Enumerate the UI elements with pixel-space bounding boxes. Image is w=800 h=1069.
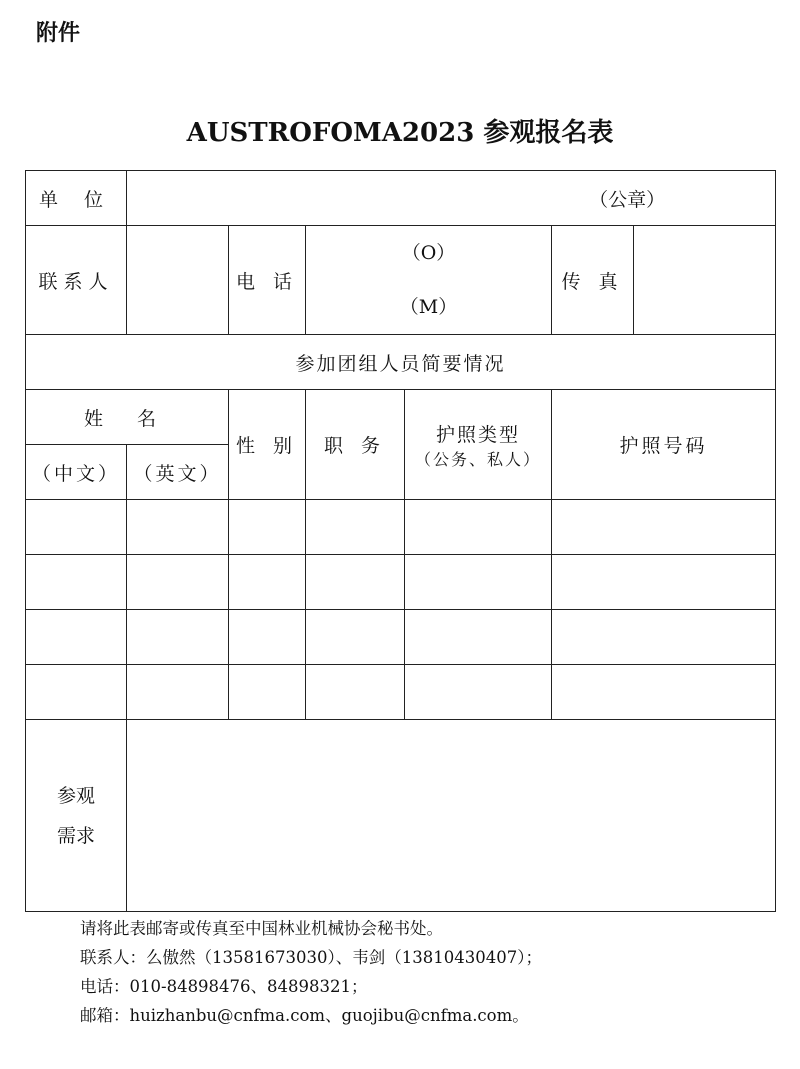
- name-en-cell[interactable]: [127, 500, 229, 555]
- column-header-row-1: [26, 390, 776, 445]
- passport-type-cell[interactable]: [405, 610, 552, 665]
- name-cn-cell[interactable]: [26, 555, 127, 610]
- name-cn-cell[interactable]: [26, 500, 127, 555]
- visit-needs-row: [26, 720, 776, 912]
- section-title: 参加团组人员简要情况: [26, 335, 776, 390]
- passport-type-note: （公务、私人）: [414, 449, 541, 469]
- form-title: AUSTROFOMA2023 参观报名表: [186, 118, 614, 148]
- passport-type-header: [405, 390, 552, 500]
- name-en-cell[interactable]: [127, 665, 229, 720]
- name-cn-cell[interactable]: [26, 610, 127, 665]
- passport-type-cell[interactable]: [405, 665, 552, 720]
- gender-header: 性 别: [229, 390, 306, 500]
- note-line: 邮箱：huizhanbu@cnfma.com、guojibu@cnfma.com。: [80, 1006, 529, 1025]
- table-row: [26, 610, 776, 665]
- position-cell[interactable]: [306, 610, 405, 665]
- table-row: [26, 500, 776, 555]
- name-cn-cell[interactable]: [26, 665, 127, 720]
- table-row: [26, 555, 776, 610]
- passport-type-cell[interactable]: [405, 555, 552, 610]
- position-cell[interactable]: [306, 500, 405, 555]
- name-en-header: （英文）: [127, 445, 229, 500]
- passport-number-cell[interactable]: [552, 555, 776, 610]
- unit-label: 单 位: [26, 171, 127, 226]
- registration-form-table: [25, 170, 776, 912]
- phone-label: 电 话: [229, 226, 306, 335]
- section-row: [26, 335, 776, 390]
- passport-number-cell[interactable]: [552, 500, 776, 555]
- phone-office-label: （O）: [401, 242, 456, 264]
- fax-label: 传 真: [552, 226, 634, 335]
- visit-needs-line1: 参观: [56, 784, 95, 807]
- passport-number-header: 护照号码: [552, 390, 776, 500]
- attachment-label: 附件: [36, 21, 81, 46]
- seal-label: （公章）: [589, 188, 666, 211]
- phone-field[interactable]: [306, 226, 552, 335]
- name-header: 姓 名: [26, 390, 229, 445]
- gender-cell[interactable]: [229, 555, 306, 610]
- fax-field[interactable]: [634, 226, 776, 335]
- gender-cell[interactable]: [229, 500, 306, 555]
- visit-needs-field[interactable]: [127, 720, 776, 912]
- contact-label: 联系人: [26, 226, 127, 335]
- unit-field[interactable]: [127, 171, 776, 226]
- note-line: 电话：010-84898476、84898321；: [80, 977, 368, 996]
- note-line: 联系人：么傲然（13581673030）、韦剑（13810430407）；: [80, 948, 542, 967]
- name-en-cell[interactable]: [127, 610, 229, 665]
- position-header: 职 务: [306, 390, 405, 500]
- passport-number-cell[interactable]: [552, 665, 776, 720]
- contact-row: [26, 226, 776, 335]
- gender-cell[interactable]: [229, 665, 306, 720]
- position-cell[interactable]: [306, 665, 405, 720]
- passport-type-cell[interactable]: [405, 500, 552, 555]
- phone-mobile-label: （M）: [399, 296, 458, 318]
- name-cn-header: （中文）: [26, 445, 127, 500]
- name-en-cell[interactable]: [127, 555, 229, 610]
- visit-needs-line2: 需求: [56, 824, 95, 847]
- visit-needs-label: [26, 720, 127, 912]
- note-line: 请将此表邮寄或传真至中国林业机械协会秘书处。: [80, 919, 443, 938]
- gender-cell[interactable]: [229, 610, 306, 665]
- passport-type-label: 护照类型: [435, 423, 520, 446]
- unit-row: [26, 171, 776, 226]
- passport-number-cell[interactable]: [552, 610, 776, 665]
- contact-notes: [80, 914, 542, 1030]
- contact-field[interactable]: [127, 226, 229, 335]
- position-cell[interactable]: [306, 555, 405, 610]
- table-row: [26, 665, 776, 720]
